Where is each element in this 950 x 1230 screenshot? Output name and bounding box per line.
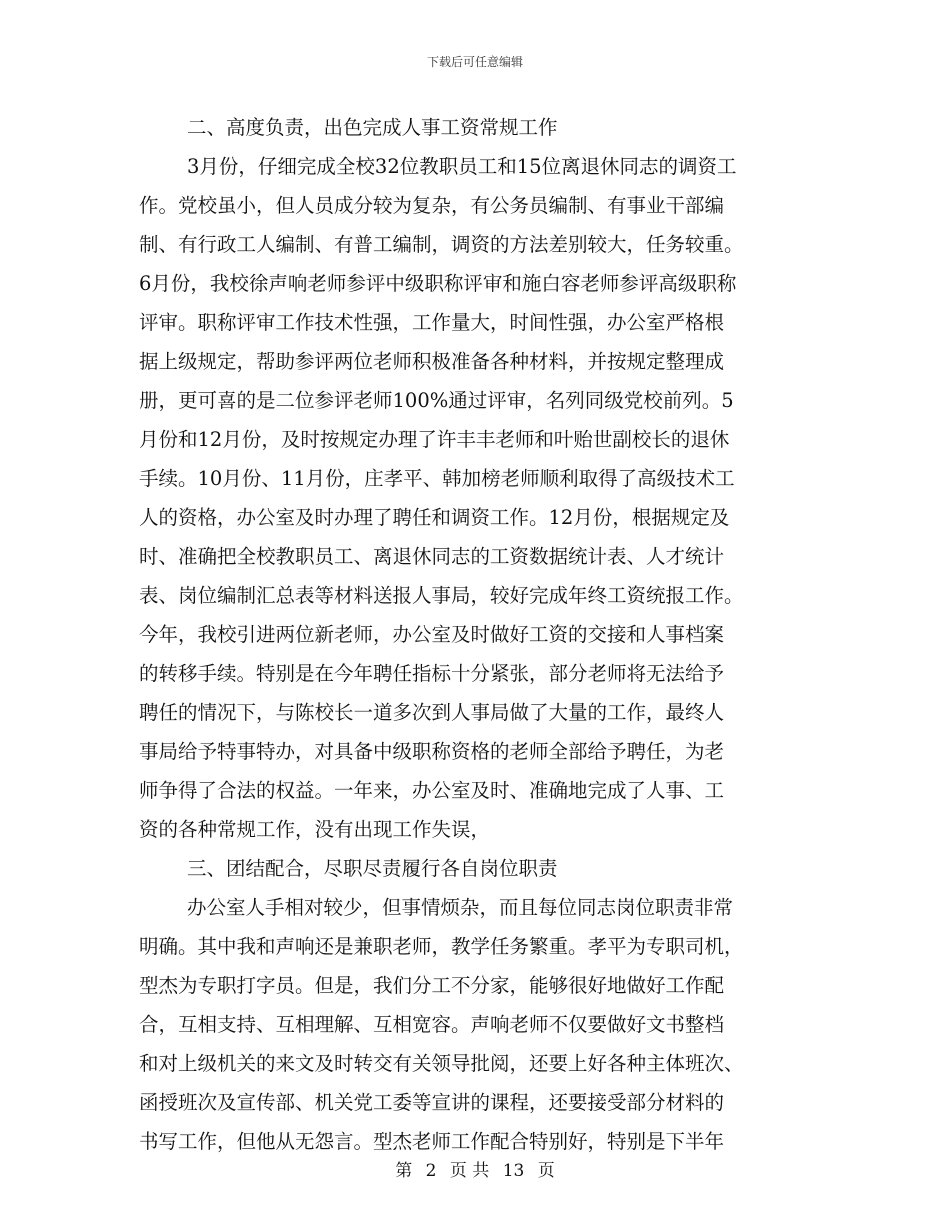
- page-footer: [0, 1156, 950, 1181]
- paragraph-line: 函授班次及宣传部、机关党工委等宣讲的课程，还要接受部分材料的: [139, 1091, 725, 1114]
- document-body: [139, 108, 811, 1161]
- section-heading: 二、高度负责，出色完成人事工资常规工作: [187, 116, 558, 139]
- paragraph-line: 书写工作，但他从无怨言。型杰老师工作配合特别好，特别是下半年: [139, 1130, 725, 1153]
- paragraph-line: 明确。其中我和声响还是兼职老师，教学任务繁重。孝平为专职司机，: [139, 935, 744, 958]
- paragraph-line: 型杰为专职打字员。但是，我们分工不分家，能够很好地做好工作配: [139, 974, 725, 997]
- paragraph-line: 聘任的情况下，与陈校长一道多次到人事局做了大量的工作，最终人: [139, 701, 725, 724]
- paragraph-line: 3月份，仔细完成全校32位教职员工和15位离退休同志的调资工: [187, 155, 737, 178]
- paragraph-line: 评审。职称评审工作技术性强，工作量大，时间性强，办公室严格根: [139, 311, 725, 334]
- paragraph-line: 制、有行政工人编制、有普工编制，调资的方法差别较大，任务较重。: [139, 233, 744, 256]
- total-pages: 13: [502, 1161, 525, 1181]
- paragraph-line: 手续。10月份、11月份，庄孝平、韩加榜老师顺利取得了高级技术工: [139, 467, 735, 490]
- paragraph-line: 和对上级机关的来文及时转交有关领导批阅，还要上好各种主体班次、: [139, 1052, 744, 1075]
- paragraph-line: 作。党校虽小，但人员成分较为复杂，有公务员编制、有事业干部编: [139, 194, 725, 217]
- paragraph-line: 6月份，我校徐声响老师参评中级职称评审和施白容老师参评高级职称: [139, 272, 737, 295]
- paragraph-line: 资的各种常规工作，没有出现工作失误，: [139, 818, 491, 841]
- section-heading: 三、团结配合，尽职尽责履行各自岗位职责: [187, 857, 558, 880]
- paragraph-line: 的转移手续。特别是在今年聘任指标十分紧张，部分老师将无法给予: [139, 662, 725, 685]
- footer-suffix: 页: [537, 1161, 555, 1181]
- paragraph-line: 册，更可喜的是二位参评老师100%通过评审，名列同级党校前列。5: [139, 389, 734, 412]
- paragraph-line: 人的资格，办公室及时办理了聘任和调资工作。12月份，根据规定及: [139, 506, 730, 529]
- paragraph-line: 表、岗位编制汇总表等材料送报人事局，较好完成年终工资统报工作。: [139, 584, 744, 607]
- footer-middle: 页 共: [449, 1161, 490, 1181]
- paragraph-line: 事局给予特事特办，对具备中级职称资格的老师全部给予聘任，为老: [139, 740, 725, 763]
- paragraph-line: 今年，我校引进两位新老师，办公室及时做好工资的交接和人事档案: [139, 623, 725, 646]
- paragraph-line: 据上级规定，帮助参评两位老师积极准备各种材料，并按规定整理成: [139, 350, 725, 373]
- paragraph-line: 师争得了合法的权益。一年来，办公室及时、准确地完成了人事、工: [139, 779, 725, 802]
- paragraph-line: 办公室人手相对较少，但事情烦杂，而且每位同志岗位职责非常: [187, 896, 734, 919]
- paragraph-line: 月份和12月份，及时按规定办理了许丰丰老师和叶贻世副校长的退休: [139, 428, 730, 451]
- paragraph-line: 时、准确把全校教职员工、离退休同志的工资数据统计表、人才统计: [139, 545, 725, 568]
- header-note: 下载后可任意编辑: [426, 55, 523, 69]
- page-number: 2: [425, 1161, 437, 1181]
- footer-prefix: 第: [395, 1161, 413, 1181]
- paragraph-line: 合，互相支持、互相理解、互相宽容。声响老师不仅要做好文书整档: [139, 1013, 725, 1036]
